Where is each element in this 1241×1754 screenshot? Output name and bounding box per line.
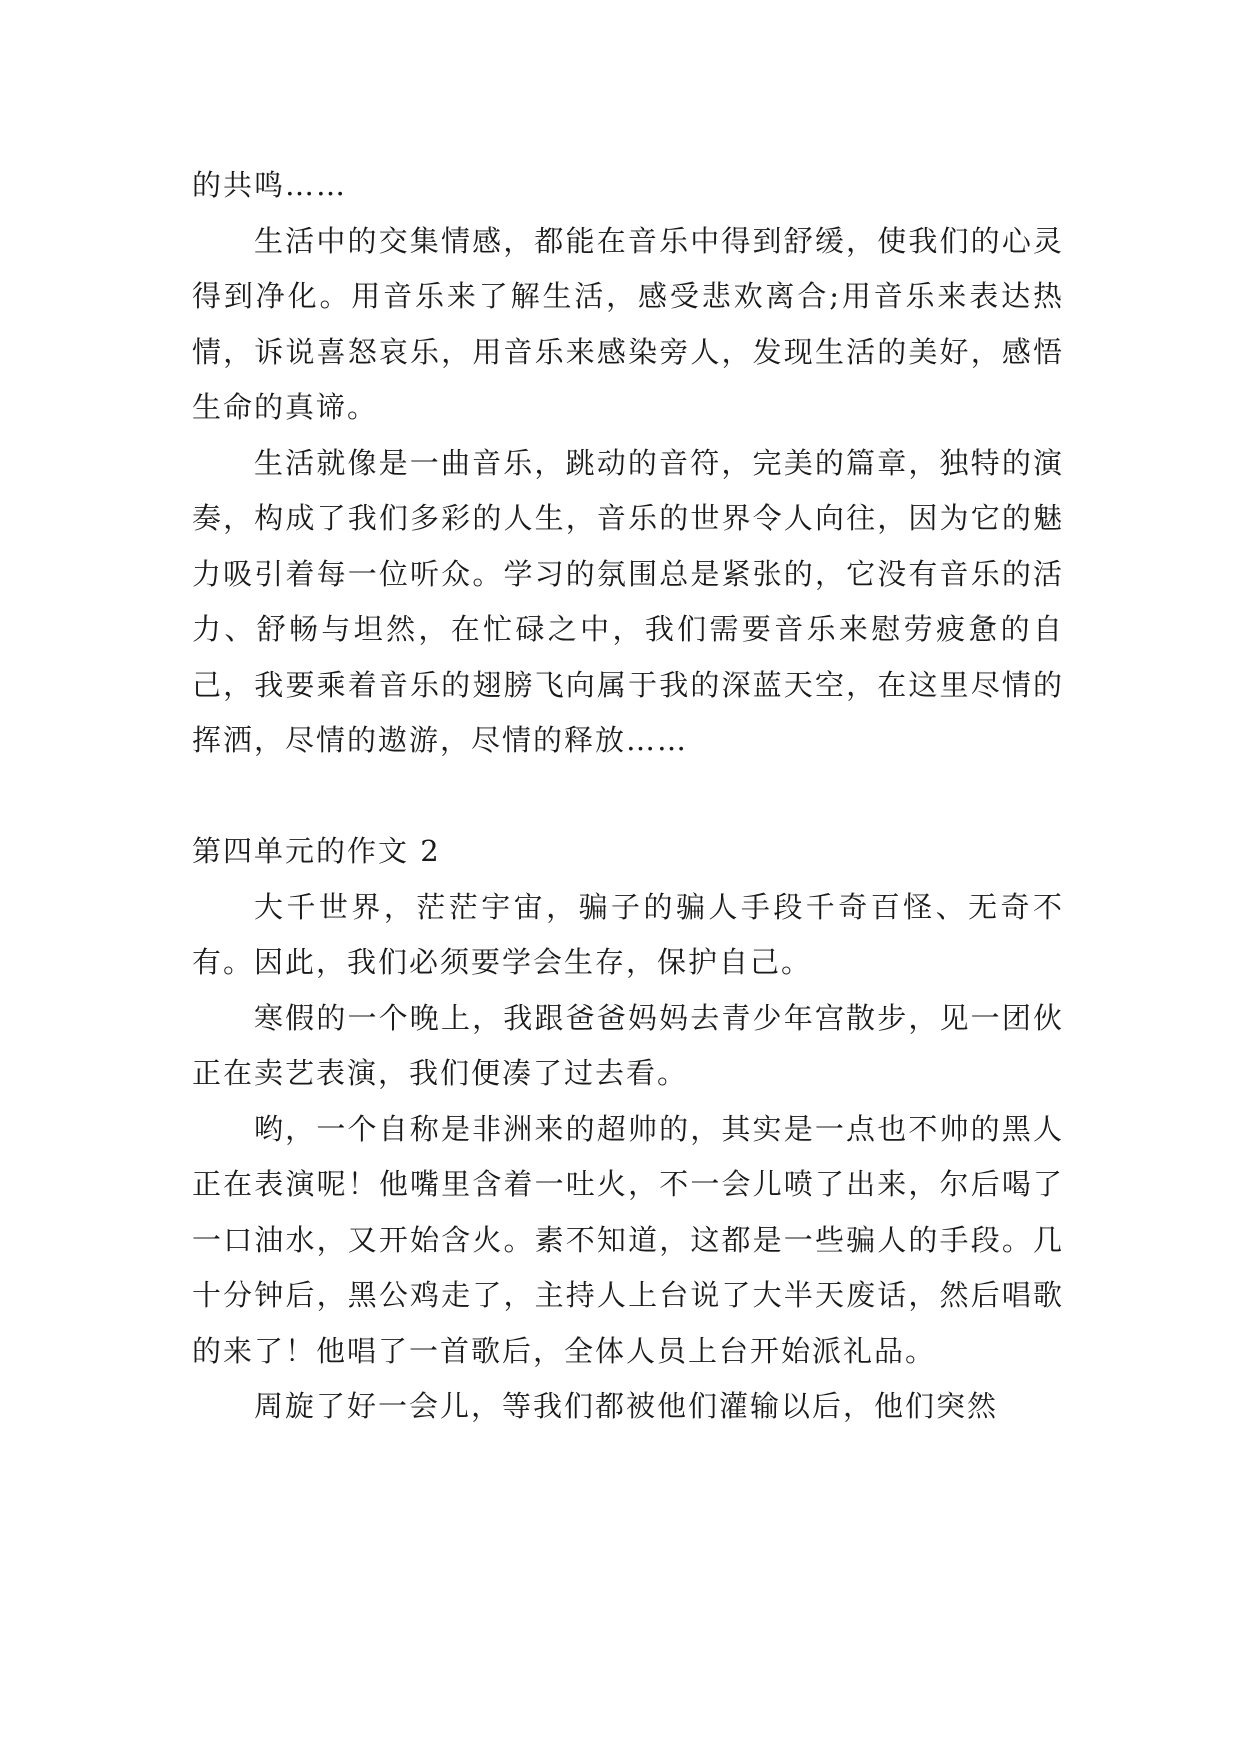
paragraph: 周旋了好一会儿，等我们都被他们灌输以后，他们突然 (254, 1389, 999, 1423)
section-heading: 第四单元的作文 2 (192, 834, 441, 868)
paragraph: 生活中的交集情感，都能在音乐中得到舒缓，使我们的心灵得到净化。用音乐来了解生活，感受悲欢离合;用音乐来表达热情，诉说喜怒哀乐，用音乐来感染旁人，发现生活的美好，感悟生命的真谛。 (192, 223, 1064, 424)
paragraph: 哟，一个自称是非洲来的超帅的，其实是一点也不帅的黑人正在表演呢！他嘴里含着一吐火，不一会儿喷了出来，尔后喝了一口油水，又开始含火。素不知道，这都是一些骗人的手段。几十分钟后，黑公鸡走了，主持人上台说了大半天废话，然后唱歌的来了！他唱了一首歌后，全体人员上台开始派礼品。 (192, 1111, 1064, 1368)
paragraph: 生活就像是一曲音乐，跳动的音符，完美的篇章，独特的演奏，构成了我们多彩的人生，音乐的世界令人向往，因为它的魅力吸引着每一位听众。学习的氛围总是紧张的，它没有音乐的活力、舒畅与坦然，在忙碌之中，我们需要音乐来慰劳疲惫的自己，我要乘着音乐的翅膀飞向属于我的深蓝天空，在这里尽情的挥洒，尽情的遨游，尽情的释放…… (192, 445, 1064, 757)
document-body (192, 158, 1064, 1435)
paragraph-continuation: 的共鸣…… (192, 168, 348, 202)
paragraph: 寒假的一个晚上，我跟爸爸妈妈去青少年宫散步，见一团伙正在卖艺表演，我们便凑了过去看。 (192, 1000, 1064, 1090)
paragraph: 大千世界，茫茫宇宙，骗子的骗人手段千奇百怪、无奇不有。因此，我们必须要学会生存，保护自己。 (192, 889, 1064, 979)
